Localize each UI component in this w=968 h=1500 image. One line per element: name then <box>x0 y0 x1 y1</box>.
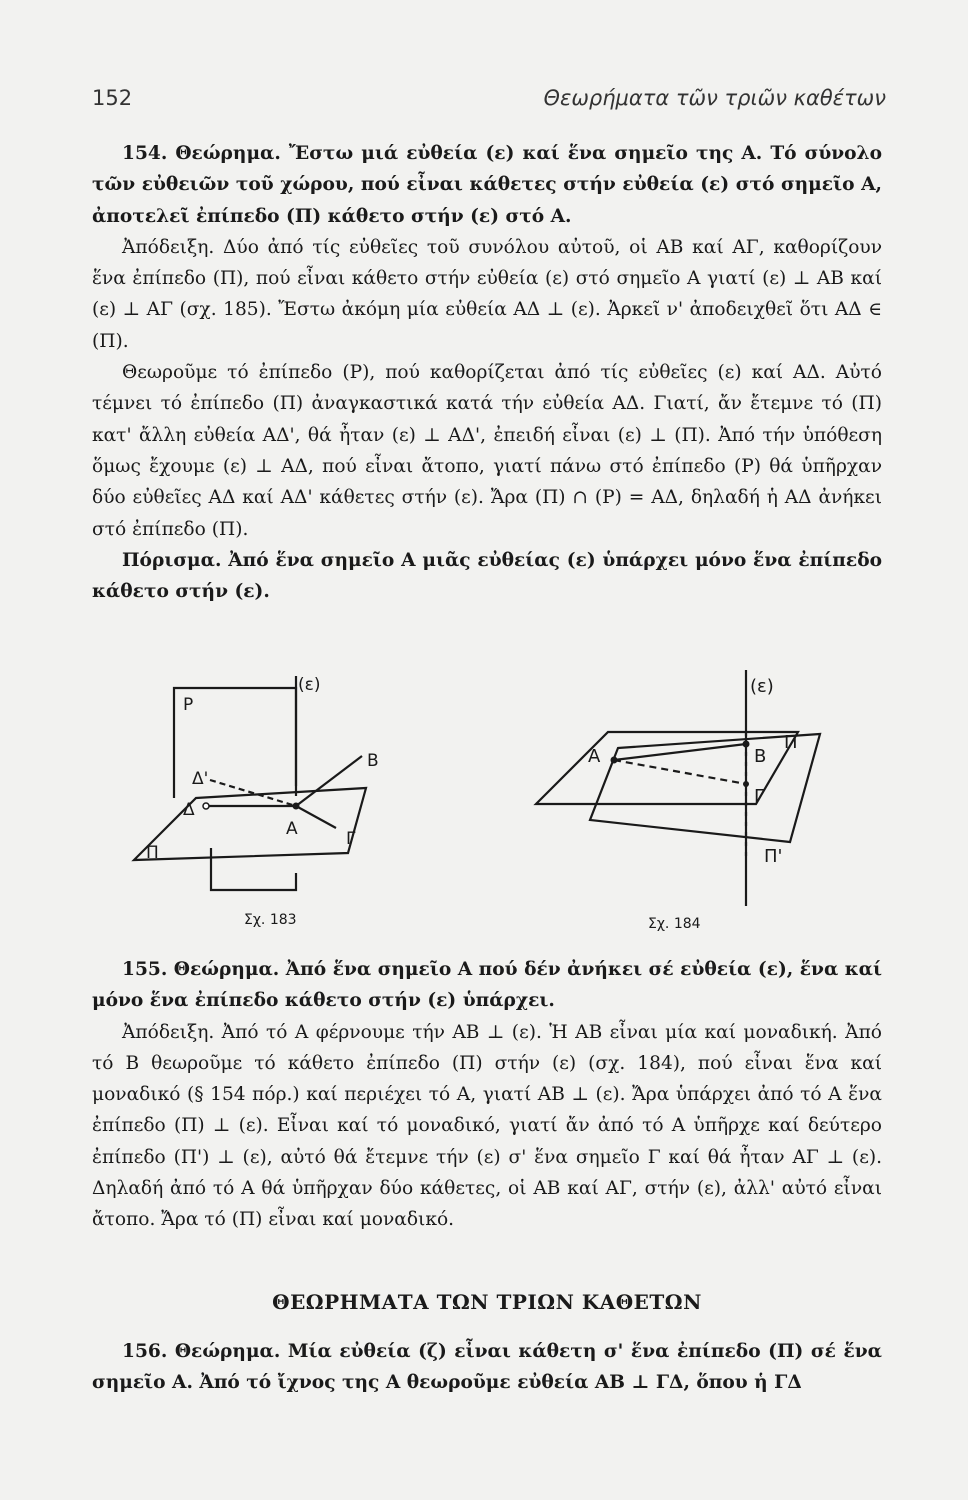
label-pi: Π <box>784 732 798 753</box>
label-pi-prime: Π' <box>764 846 783 867</box>
figure-183 <box>126 668 406 916</box>
theorem-155-statement: 155. Θεώρημα. Ἀπό ἕνα σημεῖο Α πού δέν ἀνήκει σέ εὐθεία (ε), ἕνα καί μόνο ἕνα ἐπίπεδο κάθετο στήν (ε) ὑπάρχει. <box>92 959 882 1012</box>
label-g: Γ <box>346 829 356 849</box>
label-e: (ε) <box>298 675 321 695</box>
label-d: Δ <box>183 800 195 820</box>
theorem-155-block <box>92 954 882 1236</box>
label-b: B <box>754 746 767 767</box>
line-ag <box>296 806 336 828</box>
figure-184 <box>530 662 830 914</box>
theorem-154-corollary: Πόρισμα. Ἀπό ἕνα σημεῖο Α μιᾶς εὐθείας (ε) ὑπάρχει μόνο ἕνα ἐπίπεδο κάθετο στήν (ε). <box>92 549 882 603</box>
label-e: (ε) <box>750 676 774 697</box>
line-ag <box>614 760 746 784</box>
label-p: P <box>183 695 194 715</box>
point-d <box>203 803 209 809</box>
theorem-154-block <box>92 138 882 607</box>
figure-183-caption: Σχ. 183 <box>244 912 297 928</box>
section-title: ΘΕΩΡΗΜΑΤΑ ΤΩΝ ΤΡΙΩΝ ΚΑΘΕΤΩΝ <box>272 1290 702 1314</box>
figure-183-drawing <box>126 668 406 916</box>
point-a <box>611 757 618 764</box>
theorem-154-proof-2: Θεωροῦμε τό ἐπίπεδο (Ρ), πού καθορίζεται ἀπό τίς εὐθεῖες (ε) καί ΑΔ. Αὐτό τέμνει τό ἐπίπεδο (Π) ἀναγκαστικά κατά τήν εὐθεία ΑΔ. Γιατί, ἄν ἔτεμνε τό (Π) κατ' ἄλλη εὐθεία ΑΔ', θά ἦταν (ε) ⊥ ΑΔ', ἐπειδή εἶναι (ε) ⊥ (Π). Ἀπό τήν ὑπόθεση ὅμως ἔχουμε (ε) ⊥ ΑΔ, πού εἶναι ἄτοπο, γιατί πάνω στό ἐπίπεδο (Ρ) θά ὑπῆρχαν δύο εὐθεῖες ΑΔ καί ΑΔ' κάθετες στήν (ε). Ἄρα (Π) ∩ (Ρ) = ΑΔ, δηλαδή ἡ ΑΔ ἀνήκει στό ἐπίπεδο (Π). <box>92 362 882 540</box>
label-g: Γ <box>754 786 765 807</box>
line-ab <box>296 756 362 806</box>
theorem-156-block <box>92 1336 882 1399</box>
theorem-155-proof: Ἀπόδειξη. Ἀπό τό Α φέρνουμε τήν ΑΒ ⊥ (ε). Ἡ ΑΒ εἶναι μία καί μοναδική. Ἀπό τό Β θεωροῦμε τό κάθετο ἐπίπεδο (Π) στήν (ε) (σχ. 184), πού εἶναι ἕνα καί μοναδικό (§ 154 πόρ.) καί περιέχει τό Α, γιατί ΑΒ ⊥ (ε). Ἄρα ὑπάρχει ἀπό τό Α ἕνα ἐπίπεδο (Π) ⊥ (ε). Εἶναι καί τό μοναδικό, γιατί ἄν ἀπό τό Α ὑπῆρχε καί δεύτερο ἐπίπεδο (Π') ⊥ (ε), αὐτό θά ἔτεμνε τήν (ε) σ' ἕνα σημεῖο Γ καί θά ἦταν ΑΓ ⊥ (ε). Δηλαδή ἀπό τό Α θά ὑπῆρχαν δύο κάθετες, οἱ ΑΒ καί ΑΓ, στήν (ε), ἀλλ' αὐτό εἶναι ἄτοπο. Ἄρα τό (Π) εἶναι καί μοναδικό. <box>92 1021 882 1231</box>
point-a <box>293 803 300 810</box>
figure-184-drawing <box>530 662 830 914</box>
theorem-154-statement: 154. Θεώρημα. Ἔστω μιά εὐθεία (ε) καί ἕνα σημεῖο της Α. Τό σύνολο τῶν εὐθειῶν τοῦ χώρου, πού εἶναι κάθετες στήν εὐθεία (ε) στό σημεῖο Α, ἀποτελεῖ ἐπίπεδο (Π) κάθετο στήν (ε) στό Α. <box>92 143 882 227</box>
running-title: Θεωρήματα τῶν τριῶν καθέτων <box>543 86 886 110</box>
point-g <box>743 781 749 787</box>
page-number: 152 <box>92 86 133 110</box>
label-pi: Π <box>146 843 159 863</box>
figure-184-caption: Σχ. 184 <box>648 916 701 932</box>
plane-pi <box>134 788 366 860</box>
label-d-prime: Δ' <box>192 769 209 789</box>
theorem-154-proof-1: Ἀπόδειξη. Δύο ἀπό τίς εὐθεῖες τοῦ συνόλου αὐτοῦ, οἱ ΑΒ καί ΑΓ, καθορίζουν ἕνα ἐπίπεδο (Π), πού εἶναι κάθετο στήν εὐθεία (ε) στό σημεῖο Α γιατί (ε) ⊥ ΑΒ καί (ε) ⊥ ΑΓ (σχ. 185). Ἔστω ἀκόμη μία εὐθεία ΑΔ ⊥ (ε). Ἀρκεῖ ν' ἀποδειχθεῖ ὅτι ΑΔ ∈ (Π). <box>92 236 882 352</box>
label-b: B <box>367 751 379 771</box>
point-b <box>743 741 750 748</box>
running-header <box>92 86 886 116</box>
label-a: A <box>286 819 298 839</box>
label-a: A <box>588 746 601 767</box>
theorem-156-statement: 156. Θεώρημα. Μία εὐθεία (ζ) εἶναι κάθετη σ' ἕνα ἐπίπεδο (Π) σέ ἕνα σημεῖο Α. Ἀπό τό ἴχνος της Α θεωροῦμε εὐθεία ΑΒ ⊥ ΓΔ, ὅπου ἡ ΓΔ <box>92 1341 882 1394</box>
